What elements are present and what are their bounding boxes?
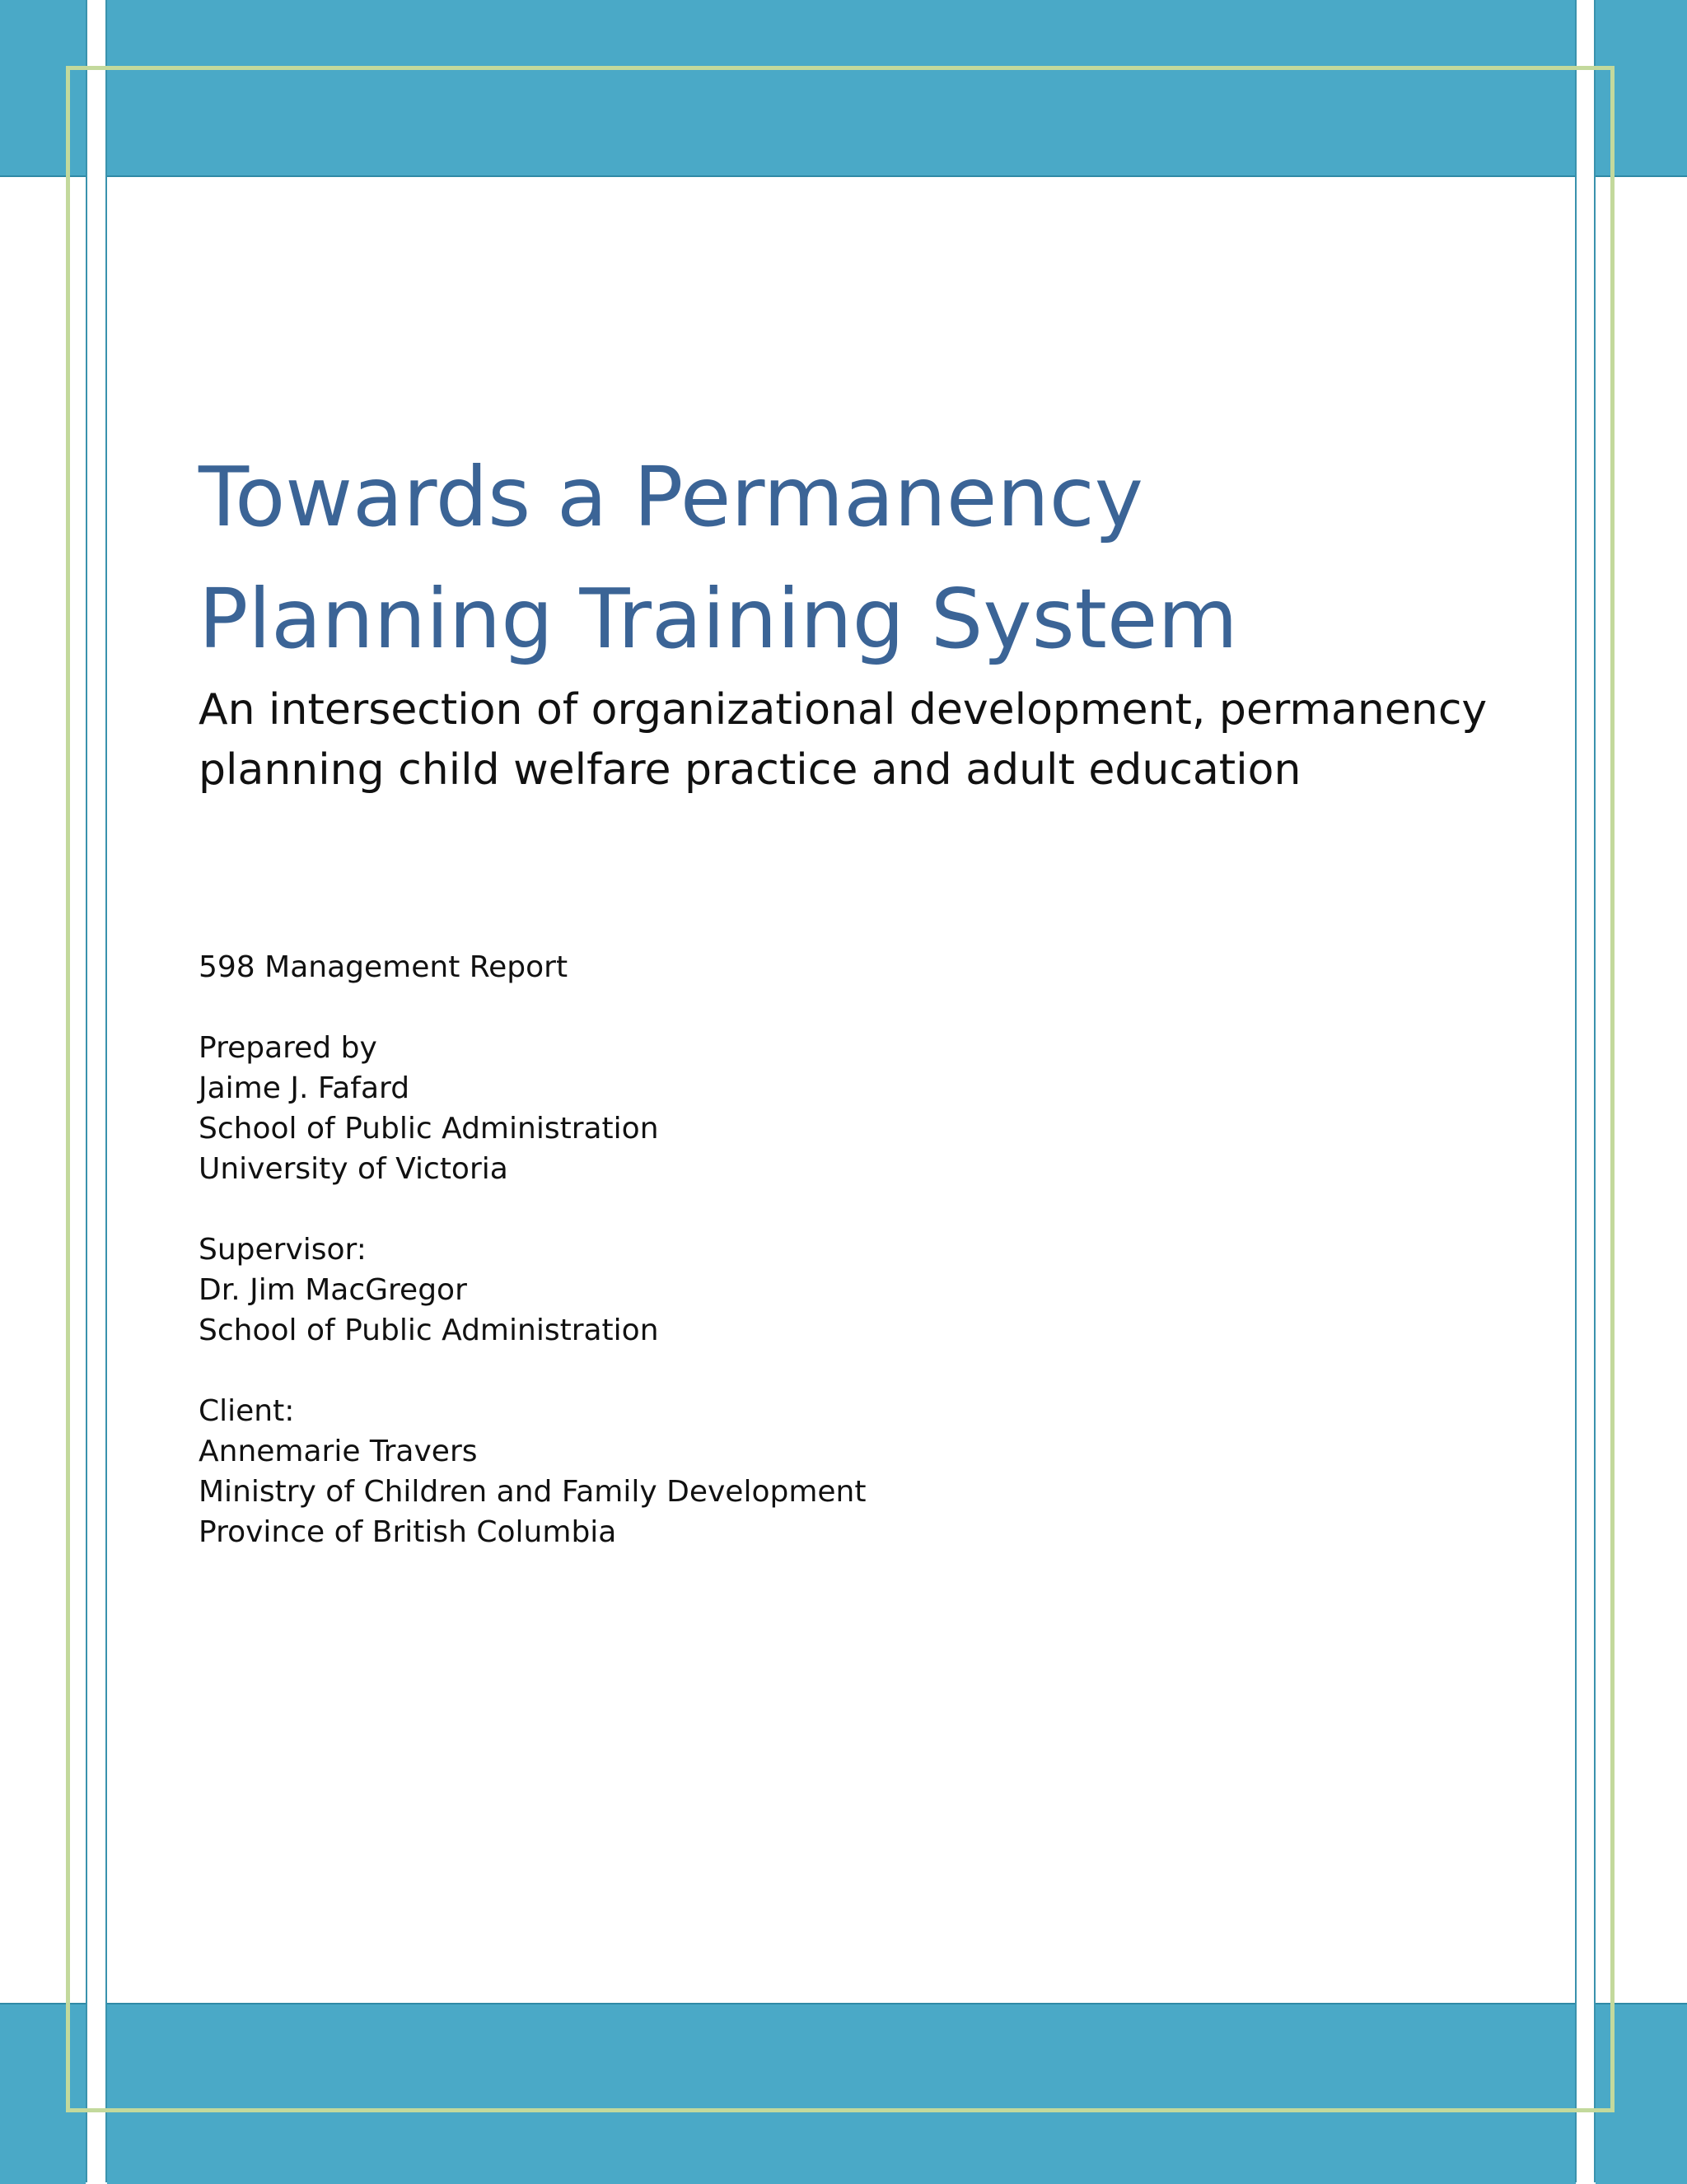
client-province: Province of British Columbia: [199, 1515, 617, 1549]
subtitle-line-2: planning child welfare practice and adult education: [199, 745, 1301, 795]
title-block: [199, 436, 1516, 800]
prepared-by-heading: Prepared by: [199, 1031, 377, 1065]
report-details: [199, 947, 866, 1593]
report-label-block: [199, 947, 866, 987]
prepared-by-block: [199, 1028, 866, 1189]
supervisor-heading: Supervisor:: [199, 1233, 367, 1267]
subtitle-line-1: An intersection of organizational development, permanency: [199, 685, 1488, 735]
title-line-1: Towards a Permanency: [199, 449, 1143, 545]
document-title: [199, 436, 1516, 680]
author-name: Jaime J. Fafard: [199, 1071, 410, 1105]
supervisor-department: School of Public Administration: [199, 1314, 659, 1347]
supervisor-name: Dr. Jim MacGregor: [199, 1273, 467, 1307]
client-block: [199, 1391, 866, 1552]
client-name: Annemarie Travers: [199, 1435, 478, 1468]
author-department: School of Public Administration: [199, 1112, 659, 1146]
client-heading: Client:: [199, 1394, 295, 1428]
author-institution: University of Victoria: [199, 1152, 508, 1186]
supervisor-block: [199, 1230, 866, 1351]
client-organization: Ministry of Children and Family Development: [199, 1475, 867, 1509]
document-subtitle: [199, 680, 1516, 800]
title-line-2: Planning Training System: [199, 571, 1238, 667]
report-label: 598 Management Report: [199, 950, 568, 984]
